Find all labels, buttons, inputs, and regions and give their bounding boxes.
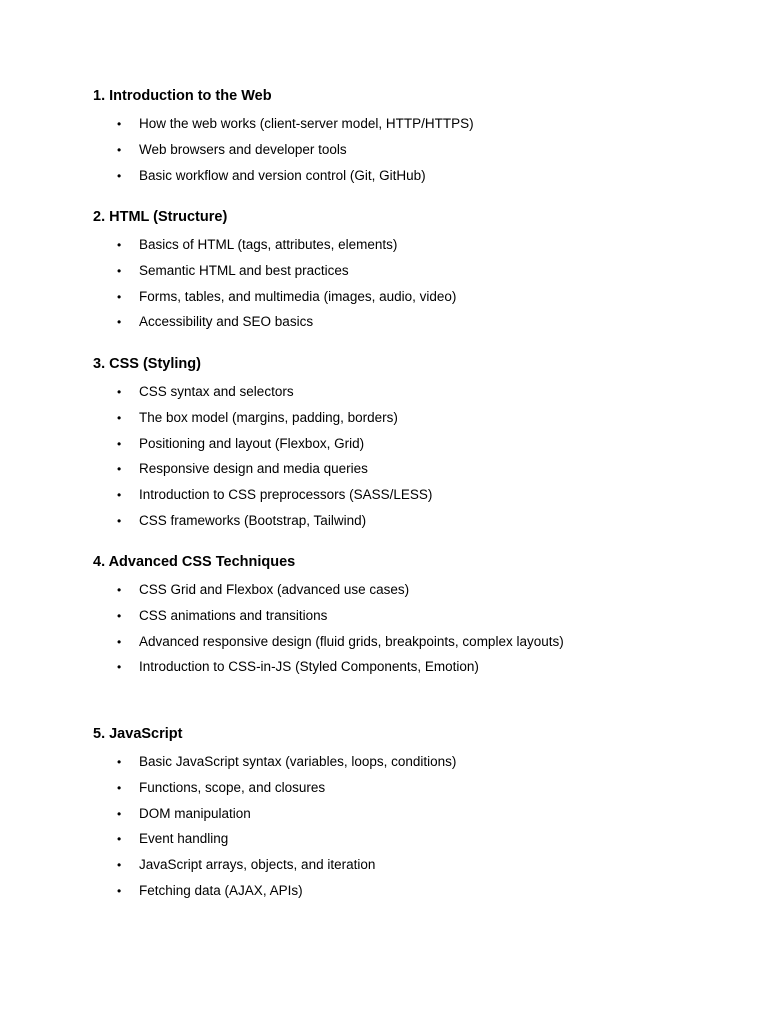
list-item-text: How the web works (client-server model, HTTP/HTTPS) [139,116,474,131]
list-item [93,582,728,598]
bullet-list [93,237,728,330]
list-item-text: Introduction to CSS preprocessors (SASS/LESS) [139,487,433,503]
bullet-icon: • [117,436,122,451]
list-item-text: Accessibility and SEO basics [139,314,314,330]
section-css [93,355,728,539]
list-item [93,461,728,477]
bullet-icon: • [117,385,122,399]
list-item-text: DOM manipulation [139,805,251,821]
bullet-icon: • [117,168,122,183]
list-item-text: JavaScript arrays, objects, and iteration [139,857,376,873]
bullet-list [93,754,728,899]
bullet-icon: • [117,755,122,769]
list-item [93,659,728,675]
list-item [93,831,728,847]
section-javascript [93,725,728,909]
list-item-text: CSS frameworks (Bootstrap, Tailwind) [139,512,367,528]
section-advanced-css [93,553,728,685]
list-item [93,237,728,253]
list-item [93,436,728,452]
list-item-text: Basic JavaScript syntax (variables, loops, conditions) [139,754,457,769]
list-item [93,142,728,158]
bullet-icon: • [117,462,122,477]
bullet-icon: • [117,634,122,649]
bullet-icon: • [117,780,122,795]
list-item [93,806,728,822]
bullet-icon: • [117,806,122,821]
list-item-text: Basics of HTML (tags, attributes, elements) [139,237,398,252]
bullet-list [93,582,728,675]
list-item-text: CSS Grid and Flexbox (advanced use cases) [139,582,410,597]
bullet-icon: • [117,117,122,131]
list-item [93,410,728,426]
list-item [93,168,728,184]
list-item-text: CSS syntax and selectors [139,384,294,399]
bullet-icon: • [117,142,122,157]
section-heading: 1. Introduction to the Web [93,88,272,104]
list-item [93,883,728,899]
bullet-icon: • [117,513,122,528]
bullet-icon: • [117,832,122,847]
list-item-text: Advanced responsive design (fluid grids, breakpoints, complex layouts) [139,633,564,649]
section-intro-web [93,87,728,193]
bullet-icon: • [117,410,122,425]
list-item-text: CSS animations and transitions [139,607,328,623]
list-item [93,754,728,770]
list-item-text: Web browsers and developer tools [139,141,347,157]
list-item [93,487,728,503]
bullet-list [93,384,728,529]
list-item [93,608,728,624]
list-item-text: Basic workflow and version control (Git, GitHub) [139,167,426,183]
list-item-text: The box model (margins, padding, borders) [139,409,398,425]
list-item-text: Forms, tables, and multimedia (images, audio, video) [139,288,457,304]
section-heading: 5. JavaScript [93,726,183,742]
list-item-text: Fetching data (AJAX, APIs) [139,882,303,898]
bullet-list [93,116,728,184]
bullet-icon: • [117,263,122,278]
list-item-text: Responsive design and media queries [139,461,368,477]
bullet-icon: • [117,238,122,252]
bullet-icon: • [117,583,122,597]
list-item [93,384,728,400]
bullet-icon: • [117,488,122,503]
section-heading: 4. Advanced CSS Techniques [93,554,296,570]
list-item [93,634,728,650]
bullet-icon: • [117,315,122,330]
list-item-text: Introduction to CSS-in-JS (Styled Components, Emotion) [139,659,479,675]
section-html [93,208,728,340]
list-item [93,857,728,873]
list-item [93,263,728,279]
bullet-icon: • [117,289,122,304]
bullet-icon: • [117,858,122,873]
list-item-text: Semantic HTML and best practices [139,262,349,278]
list-item [93,116,728,132]
list-item-text: Positioning and layout (Flexbox, Grid) [139,435,365,451]
list-item [93,289,728,305]
list-item [93,780,728,796]
section-heading: 3. CSS (Styling) [93,356,201,372]
bullet-icon: • [117,883,122,898]
bullet-icon: • [117,660,122,675]
list-item [93,513,728,529]
list-item-text: Event handling [139,831,229,847]
section-heading: 2. HTML (Structure) [93,209,228,225]
list-item-text: Functions, scope, and closures [139,779,326,795]
list-item [93,314,728,330]
bullet-icon: • [117,608,122,623]
